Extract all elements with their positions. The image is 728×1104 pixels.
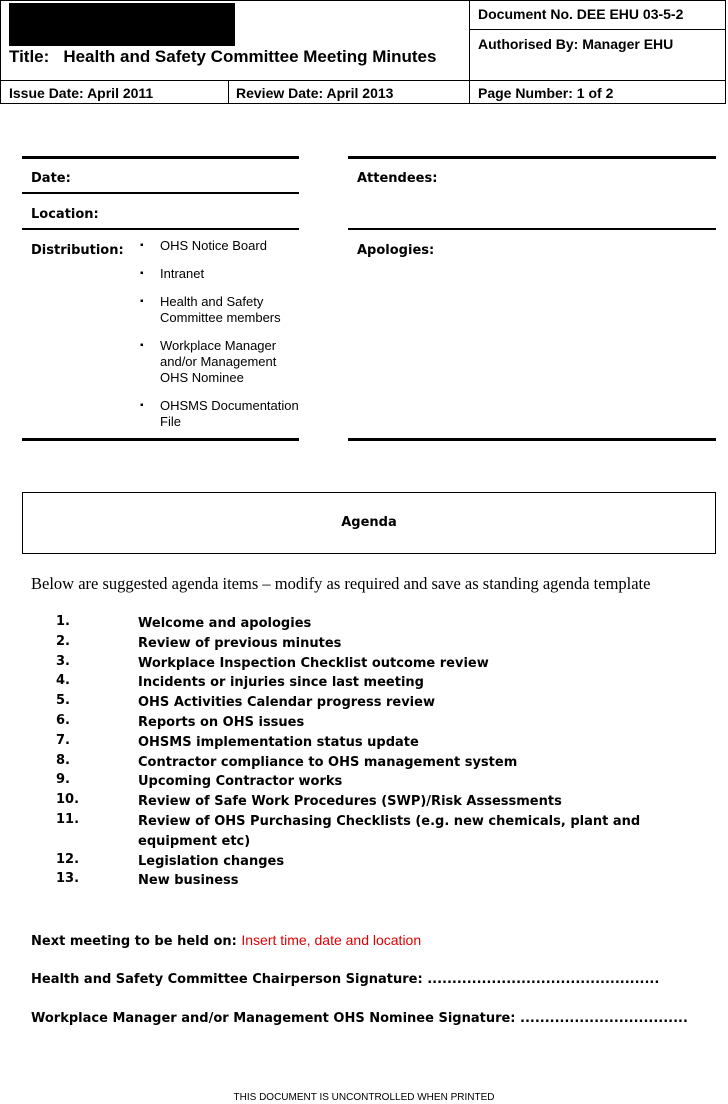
list-item: 9. Upcoming Contractor works <box>56 772 343 790</box>
list-item: 7. OHSMS implementation status update <box>56 732 419 750</box>
agenda-list <box>0 614 728 891</box>
list-item: ▪ Health and Safety Committee members <box>140 294 281 325</box>
rule <box>22 228 299 230</box>
rule <box>348 228 716 230</box>
title-label: Title: <box>9 47 50 66</box>
review-date: Review Date: April 2013 <box>236 85 394 101</box>
list-item: 11. Review of OHS Purchasing Checklists (e.g. new chemicals, plant and equipment etc) <box>56 811 641 849</box>
chairperson-signature-line: Health and Safety Committee Chairperson Signature: ............................................... <box>31 972 660 987</box>
next-meeting-placeholder: Insert time, date and location <box>241 932 422 948</box>
header-divider <box>469 29 725 30</box>
bullet-icon: ▪ <box>140 240 144 251</box>
manager-signature-line: Workplace Manager and/or Management OHS Nominee Signature: .................................. <box>31 1011 688 1026</box>
next-meeting-line <box>31 932 421 949</box>
page-number: Page Number: 1 of 2 <box>478 85 614 101</box>
list-item: ▪ Workplace Manager and/or Management OHS Nominee <box>140 338 277 385</box>
header-divider <box>469 1 470 104</box>
list-item: 10. Review of Safe Work Procedures (SWP)/Risk Assessments <box>56 792 562 810</box>
issue-date: Issue Date: April 2011 <box>9 85 154 101</box>
agenda-heading: Agenda <box>341 515 397 530</box>
date-label: Date: <box>31 171 71 186</box>
authorised-by: Authorised By: Manager EHU <box>478 36 674 52</box>
list-item: 1. Welcome and apologies <box>56 614 312 631</box>
header-divider <box>1 80 725 81</box>
list-item: ▪ Intranet <box>140 266 205 281</box>
list-item: 6. Reports on OHS issues <box>56 712 305 730</box>
logo-redacted-block <box>9 3 235 46</box>
rule <box>22 156 299 159</box>
list-item: 8. Contractor compliance to OHS management system <box>56 752 518 770</box>
bullet-icon: ▪ <box>140 296 144 307</box>
list-item: ▪ OHS Notice Board <box>140 238 267 253</box>
location-label: Location: <box>31 207 99 222</box>
document-header <box>0 0 726 104</box>
rule <box>348 156 716 159</box>
bullet-icon: ▪ <box>140 400 144 411</box>
next-meeting-label: Next meeting to be held on: <box>31 934 237 949</box>
bullet-icon: ▪ <box>140 340 144 351</box>
bullet-icon: ▪ <box>140 268 144 279</box>
rule <box>22 438 299 441</box>
list-item: 3. Workplace Inspection Checklist outcome review <box>56 653 489 671</box>
apologies-label: Apologies: <box>357 243 435 258</box>
footer-notice: THIS DOCUMENT IS UNCONTROLLED WHEN PRINTED <box>233 1092 495 1103</box>
agenda-intro: Below are suggested agenda items – modify as required and save as standing agenda template <box>31 574 651 593</box>
header-divider <box>228 80 229 104</box>
list-item: 12. Legislation changes <box>56 851 285 869</box>
rule <box>22 192 299 194</box>
title-text: Health and Safety Committee Meeting Minutes <box>63 47 437 66</box>
list-item: 4. Incidents or injuries since last meeting <box>56 673 424 691</box>
document-title <box>9 47 436 67</box>
attendees-label: Attendees: <box>357 171 438 186</box>
agenda-heading-box <box>22 492 716 554</box>
list-item: ▪ OHSMS Documentation File <box>140 398 299 429</box>
list-item: 5. OHS Activities Calendar progress review <box>56 693 435 711</box>
distribution-list <box>140 238 300 442</box>
list-item: 2. Review of previous minutes <box>56 633 342 651</box>
document-number: Document No. DEE EHU 03-5-2 <box>478 6 684 22</box>
distribution-label: Distribution: <box>31 243 124 258</box>
rule <box>348 438 716 441</box>
list-item: 13. New business <box>56 871 239 889</box>
